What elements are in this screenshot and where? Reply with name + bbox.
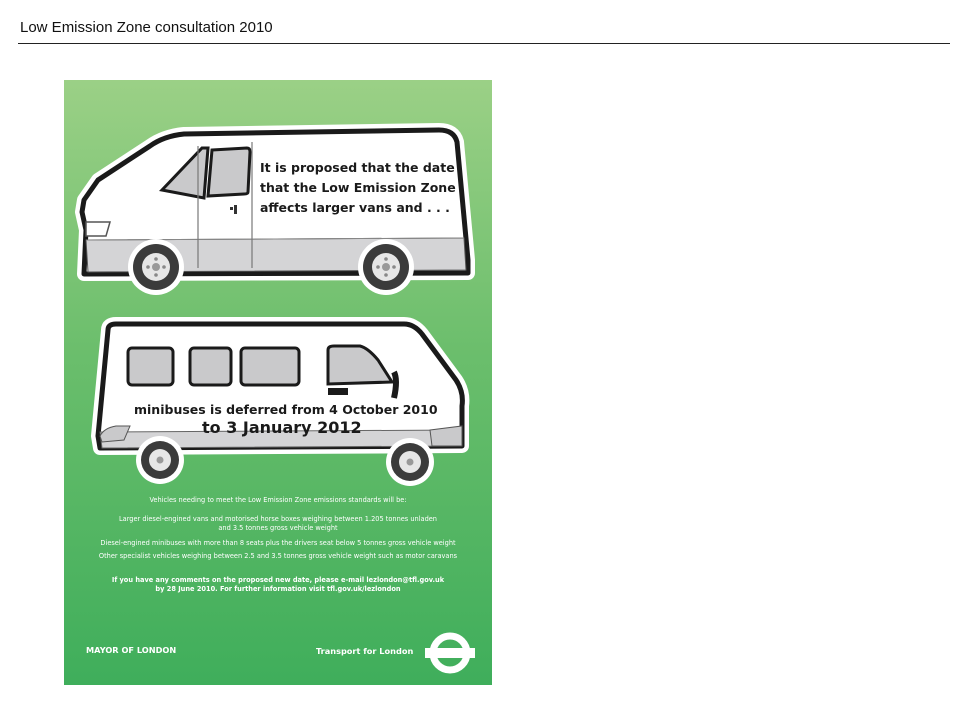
van-proposal-text bbox=[260, 158, 460, 218]
lez-poster bbox=[64, 80, 492, 685]
tfl-roundel-icon bbox=[425, 636, 475, 670]
info-contact bbox=[74, 576, 482, 594]
info-minibuses: Diesel-engined minibuses with more than 8 seats plus the drivers seat below 5 tonnes gross vehicle weight bbox=[100, 539, 456, 547]
page-title: Low Emission Zone consultation 2010 bbox=[20, 19, 273, 36]
info-vans-line: and 3.5 tonnes gross vehicle weight bbox=[218, 524, 338, 532]
van-text-line: It is proposed that the date bbox=[260, 160, 455, 175]
minibus-deferral-text: minibuses is deferred from 4 October 2010 bbox=[134, 402, 438, 417]
info-other-vehicles: Other specialist vehicles weighing between 2.5 and 3.5 tonnes gross vehicle weight such as motor caravans bbox=[98, 552, 458, 560]
info-contact-line: If you have any comments on the proposed new date, please e-mail lezlondon@tfl.gov.uk bbox=[111, 576, 445, 584]
info-contact-line: by 28 June 2010. For further information visit tfl.gov.uk/lezlondon bbox=[155, 585, 401, 593]
title-divider bbox=[18, 43, 950, 44]
minibus-new-date-text: to 3 January 2012 bbox=[202, 418, 362, 437]
van-text-line: that the Low Emission Zone bbox=[260, 180, 456, 195]
info-heading: Vehicles needing to meet the Low Emission Zone emissions standards will be: bbox=[149, 496, 407, 504]
van-text-line: affects larger vans and . . . bbox=[260, 200, 450, 215]
info-vans-line: Larger diesel-engined vans and motorised horse boxes weighing between 1.205 tonnes unladen bbox=[118, 515, 437, 523]
info-vans bbox=[74, 515, 482, 533]
tfl-wordmark: Transport for London bbox=[316, 646, 414, 656]
mayor-of-london-logo: MAYOR OF LONDON bbox=[86, 645, 177, 655]
